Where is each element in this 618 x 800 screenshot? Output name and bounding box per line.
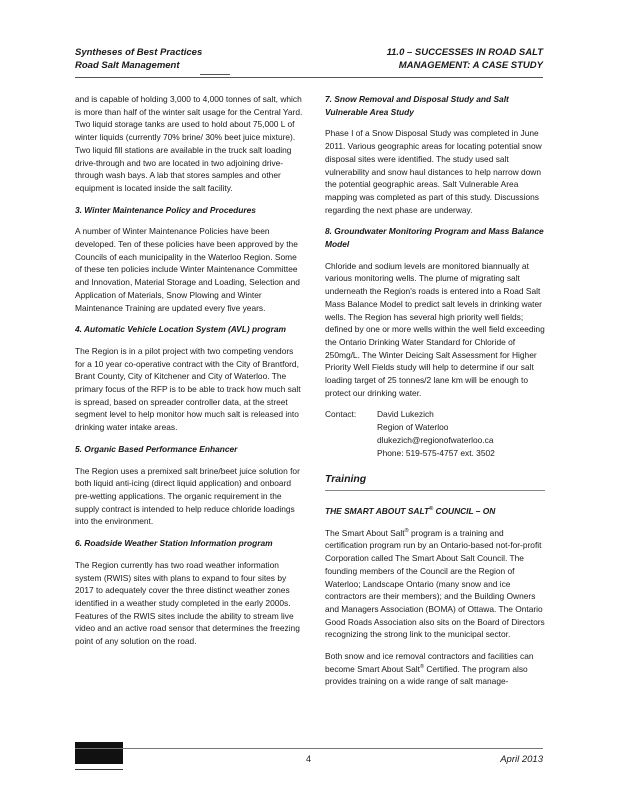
section-3-heading: 3. Winter Maintenance Policy and Procedures xyxy=(75,204,256,215)
contact-label: Contact: xyxy=(325,409,357,420)
header-left xyxy=(75,46,202,72)
chapter-title-line2: MANAGEMENT: A CASE STUDY xyxy=(398,60,543,71)
contact-phone: Phone: 519-575-4757 ext. 3502 xyxy=(377,447,495,458)
registered-mark: ® xyxy=(429,506,434,513)
training-p2-part2: Certified. The program also provides training on a wide range of salt manage- xyxy=(325,663,528,687)
section-7-body: Phase I of a Snow Disposal Study was completed in June 2011. Various geographic areas for locating potential snow disposal sites were identified. The study used salt vulnerability and snow haul distances to help narrow down the potential geographic areas. Salt Vulnerable Area mapping was completed as part of this study. Discussions regarding the next phase are underway. xyxy=(325,128,542,215)
training-paragraph-1 xyxy=(325,527,545,641)
section-6-heading: 6. Roadside Weather Station Information program xyxy=(75,538,273,549)
contact-name: David Lukezich xyxy=(377,409,434,420)
contact-details xyxy=(377,408,545,459)
training-p1-part2: program is a training and certification program run by an Ontario-based not-for-profit Corporation called The Smart About Salt Council. The founding members of the Council are the Region of Waterloo; Landscape Ontario (many snow and ice contractors are their members); and the Building Owners and Managers Association (BOMA) of Ottawa. The Ontario Good Roads Association also sits on the Board of Directors recognizing the strong link to the municipal sector. xyxy=(325,527,545,640)
training-p1-part1: The Smart About Salt xyxy=(325,527,405,538)
training-paragraph-2 xyxy=(325,650,545,688)
section-7-heading: 7. Snow Removal and Disposal Study and Salt Vulnerable Area Study xyxy=(325,94,509,117)
section-3-body: A number of Winter Maintenance Policies have been developed. Ten of these policies have been approved by the Councils of each municipality in the Waterloo Region. Some of these ten policies include Winter Maintenance Committee and Innovation, Material Storage and Loading, Selection and Application of Materials, Snow Plowing and Winter Maintenance Training are updated every five years. xyxy=(75,226,300,313)
section-4-body: The Region is in a pilot project with two competing vendors for a 10 year co-operative contract with the City of Brantford, Brant County, City of Kitchener and City of Waterloo. The primary focus of the RFP is to be able to track how much salt is spread, based on spreader controller data, at the street segment level to help monitor how much salt is released into drinking water intake areas. xyxy=(75,345,301,433)
header-accent-rule xyxy=(200,74,230,75)
section-8-body: Chloride and sodium levels are monitored biannually at various monitoring wells. The plume of migrating salt underneath the Region's roads is entered into a Road Salt Mass Balance Model to predict salt levels in drinking water wells. The Region has several high priority well fields; defined by one or more wells within the well field exceeding the Ontario Drinking Water Standard for Chloride of 250mg/L. The Winter Deicing Salt Assessment for Higher Priority Well Fields study will help to determine if our salt loading target of 25 tonnes/2 lane km will be enough to protect our drinking water. xyxy=(325,260,545,398)
section-5-heading: 5. Organic Based Performance Enhancer xyxy=(75,443,238,454)
council-heading-part1: THE SMART ABOUT SALT xyxy=(325,505,430,516)
left-column xyxy=(75,93,305,657)
publication-date: April 2013 xyxy=(500,754,543,765)
registered-mark: ® xyxy=(419,663,425,670)
footer-logo-block xyxy=(75,742,123,764)
contact-organization: Region of Waterloo xyxy=(377,422,449,433)
intro-paragraph: and is capable of holding 3,000 to 4,000 tonnes of salt, which is more than half of the winter salt usage for the Central Yard. Two liquid storage tanks are used to hold about 75,000 L of winter liquids (currently 70% brine/ 30% beet juice mixture). Two liquid fill stations are available in the truck salt loading drive-through and two are located in two adjoining drive-through wash bays. A lab that stores samples and other equipment is located inside the salt facility. xyxy=(75,94,303,193)
footer-logo-underline xyxy=(75,769,123,770)
page-number: 4 xyxy=(306,754,312,764)
council-heading-part2: COUNCIL – ON xyxy=(433,505,496,516)
footer-rule xyxy=(75,748,543,749)
right-column xyxy=(325,93,545,697)
chapter-title-line1: 11.0 – SUCCESSES IN ROAD SALT xyxy=(386,47,543,58)
section-5-body: The Region uses a premixed salt brine/beet juice solution for both liquid anti-icing (direct liquid application) and onboard pre-wetting applications. The organic requirement in the supply contract is intended to help reduce chloride loadings into the environment. xyxy=(75,465,300,527)
registered-mark: ® xyxy=(404,527,409,534)
smart-about-salt-council-heading xyxy=(325,505,545,518)
header-rule xyxy=(75,77,543,78)
section-8-heading: 8. Groundwater Monitoring Program and Mass Balance Model xyxy=(325,226,544,250)
section-4-heading: 4. Automatic Vehicle Location System (AVL) program xyxy=(75,324,286,335)
contact-block xyxy=(325,408,545,459)
training-section-title: Training xyxy=(325,473,545,491)
document-subtitle: Road Salt Management xyxy=(75,60,180,71)
contact-email[interactable]: dlukezich@regionofwaterloo.ca xyxy=(377,434,494,445)
header-right xyxy=(387,46,543,72)
section-6-body: The Region currently has two road weather information system (RWIS) sites with plans to expand to four sites by 2017 to adequately cover the three distinct weather zones identified in a weather study completed in the early 2000s. Features of the RWIS sites include the ability to stream live video and an active road sensor that determines the freezing point of any solution on the road. xyxy=(75,559,300,647)
training-p2-part1: Both snow and ice removal contractors and facilities can become Smart About Salt xyxy=(325,651,534,674)
document-series-title: Syntheses of Best Practices xyxy=(75,47,203,58)
